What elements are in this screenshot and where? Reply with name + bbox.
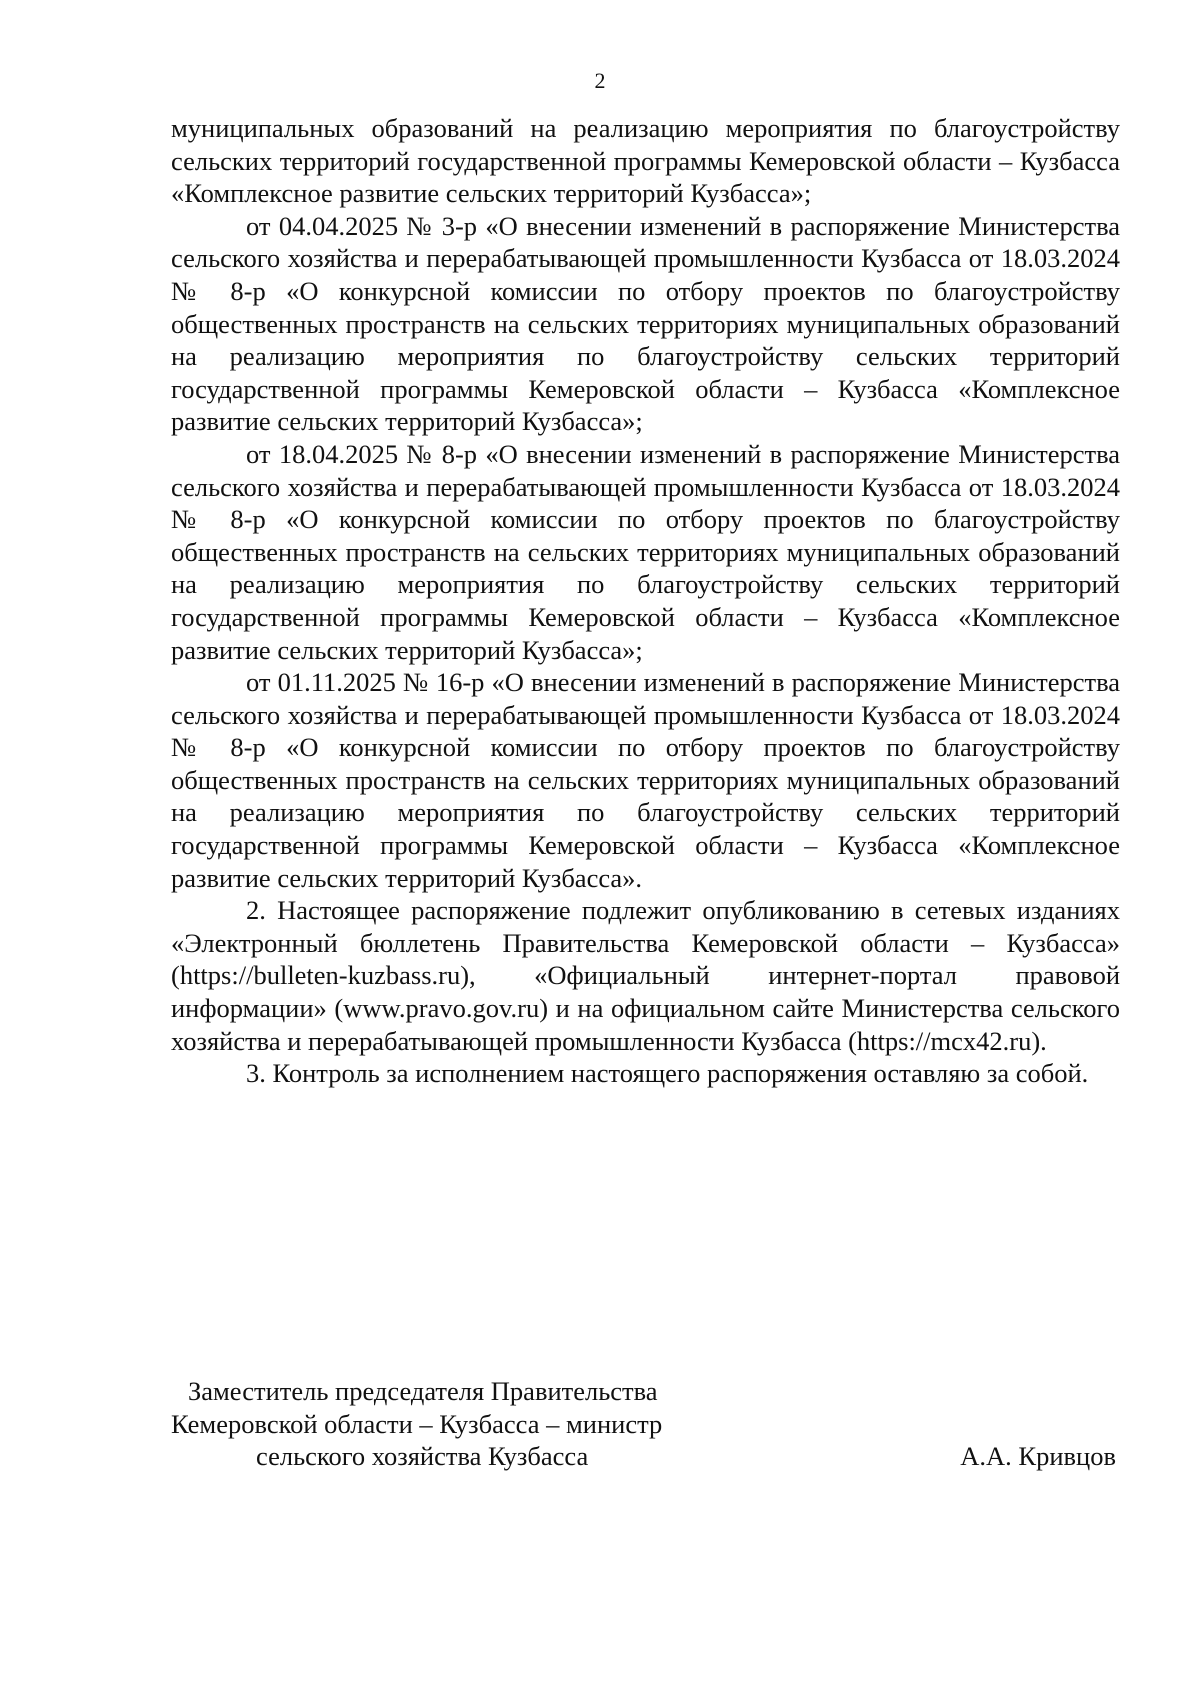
signatory-row	[171, 1440, 1120, 1473]
paragraph-amendment-04-04-2025: от 04.04.2025 № 3-р «О внесении изменений в распоряжение Министерства сельского хозяйства и перерабатывающей промышленности Кузбасса от 18.03.2024 № 8-р «О конкурсной комиссии по отбору проектов по благоустройству общественных пространств на сельских территориях муниципальных образований на реализацию мероприятия по благоустройству сельских территорий государственной программы Кемеровской области – Кузбасса «Комплексное развитие сельских территорий Кузбасса»;	[171, 210, 1120, 437]
document-body	[171, 112, 1120, 1090]
signature-block	[171, 1375, 1120, 1473]
signatory-position-line-2: Кемеровской области – Кузбасса – министр	[171, 1408, 663, 1439]
paragraph-control-clause: 3. Контроль за исполнением настоящего распоряжения оставляю за собой.	[246, 1058, 1089, 1089]
paragraph-continuation: муниципальных образований на реализацию мероприятия по благоустройству сельских территорий государственной программы Кемеровской области – Кузбасса «Комплексное развитие сельских территорий Кузбасса»;	[171, 113, 1120, 209]
paragraph-amendment-01-11-2025: от 01.11.2025 № 16-р «О внесении изменений в распоряжение Министерства сельского хозяйства и перерабатывающей промышленности Кузбасса от 18.03.2024 № 8-р «О конкурсной комиссии по отбору проектов по благоустройству общественных пространств на сельских территориях муниципальных образований на реализацию мероприятия по благоустройству сельских территорий государственной программы Кемеровской области – Кузбасса «Комплексное развитие сельских территорий Кузбасса».	[171, 667, 1120, 893]
signatory-name: А.А. Кривцов	[960, 1441, 1116, 1472]
page-number: 2	[594, 68, 606, 93]
signatory-position-line-1: Заместитель председателя Правительства	[188, 1376, 658, 1406]
paragraph-amendment-18-04-2025: от 18.04.2025 № 8-р «О внесении изменений в распоряжение Министерства сельского хозяйства и перерабатывающей промышленности Кузбасса от 18.03.2024 № 8-р «О конкурсной комиссии по отбору проектов по благоустройству общественных пространств на сельских территориях муниципальных образований на реализацию мероприятия по благоустройству сельских территорий государственной программы Кемеровской области – Кузбасса «Комплексное развитие сельских территорий Кузбасса»;	[171, 438, 1120, 665]
signatory-position-line-3: сельского хозяйства Кузбасса	[256, 1441, 589, 1472]
paragraph-publication-clause: 2. Настоящее распоряжение подлежит опубликованию в сетевых изданиях «Электронный бюллетень Правительства Кемеровской области – Кузбасса» (https://bulleten-kuzbass.ru), «Официальный интернет-портал правовой информации» (www.pravo.gov.ru) и на официальном сайте Министерства сельского хозяйства и перерабатывающей промышленности Кузбасса (https://mcx42.ru).	[171, 895, 1120, 1056]
